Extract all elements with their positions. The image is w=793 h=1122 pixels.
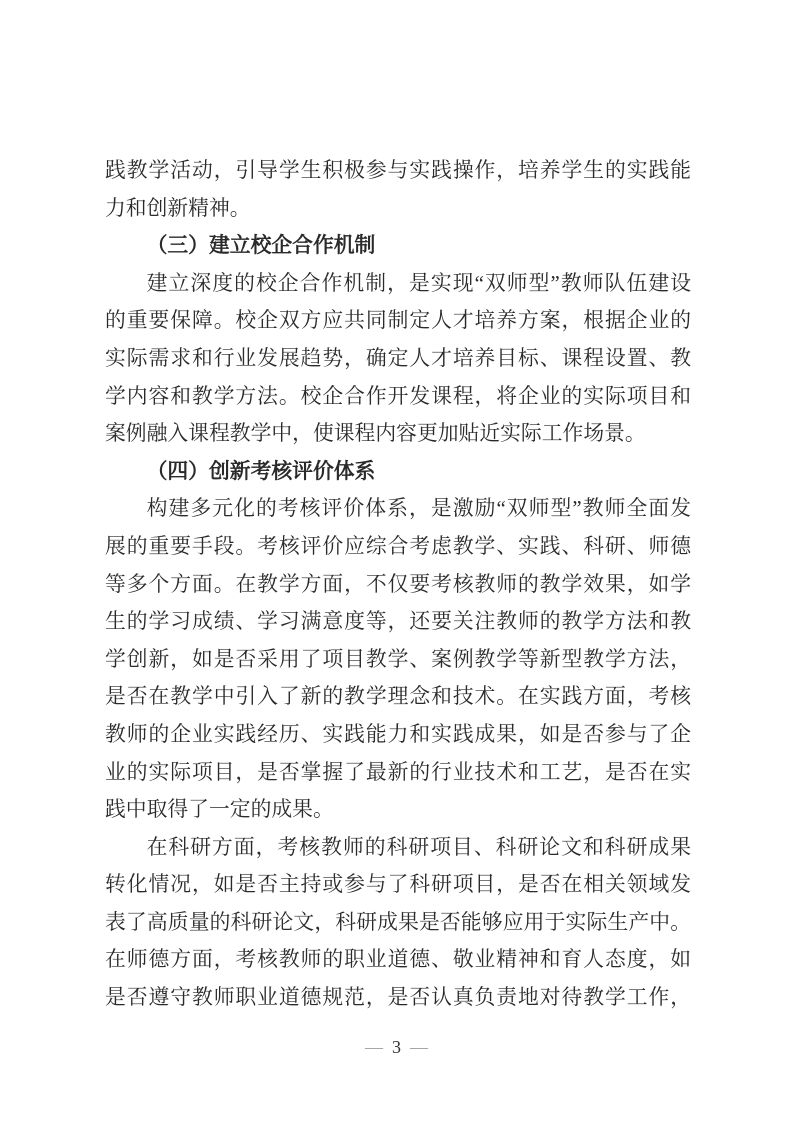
text-line: 学内容和教学方法。校企合作开发课程，将企业的实际项目和 xyxy=(105,384,691,408)
text-line: 在师德方面，考核教师的职业道德、敬业精神和育人态度，如 xyxy=(105,948,691,972)
text-line: 教师的企业实践经历、实践能力和实践成果，如是否参与了企 xyxy=(105,722,691,746)
page-number: 3 xyxy=(392,1037,401,1057)
text-line: 转化情况，如是否主持或参与了科研项目，是否在相关领域发 xyxy=(105,873,691,897)
text-line: 构建多元化的考核评价体系，是激励“双师型”教师全面发 xyxy=(146,497,691,521)
text-line: 力和创新精神。 xyxy=(105,196,251,220)
text-line: 实际需求和行业发展趋势，确定人才培养目标、课程设置、教 xyxy=(105,346,691,370)
page-body-text xyxy=(105,152,691,1017)
text-line: 表了高质量的科研论文，科研成果是否能够应用于实际生产中。 xyxy=(105,910,691,934)
section-heading: （四）创新考核评价体系 xyxy=(146,459,376,483)
text-line: 学创新，如是否采用了项目教学、案例教学等新型教学方法， xyxy=(105,647,691,671)
footer-dash-left: — xyxy=(365,1037,383,1057)
text-line: 生的学习成绩、学习满意度等，还要关注教师的教学方法和教 xyxy=(105,610,691,634)
text-line: 等多个方面。在教学方面，不仅要考核教师的教学效果，如学 xyxy=(105,572,691,596)
section-heading: （三）建立校企合作机制 xyxy=(146,234,376,258)
text-line: 是否在教学中引入了新的教学理念和技术。在实践方面，考核 xyxy=(105,685,691,709)
text-line: 业的实际项目，是否掌握了最新的行业技术和工艺，是否在实 xyxy=(105,760,691,784)
text-line: 展的重要手段。考核评价应综合考虑教学、实践、科研、师德 xyxy=(105,534,691,558)
text-line: 的重要保障。校企双方应共同制定人才培养方案，根据企业的 xyxy=(105,309,691,333)
footer-dash-right: — xyxy=(410,1037,428,1057)
text-line: 案例融入课程教学中，使课程内容更加贴近实际工作场景。 xyxy=(105,422,646,446)
text-line: 是否遵守教师职业道德规范，是否认真负责地对待教学工作， xyxy=(105,986,691,1010)
text-line: 践教学活动，引导学生积极参与实践操作，培养学生的实践能 xyxy=(105,159,691,182)
text-line: 建立深度的校企合作机制，是实现“双师型”教师队伍建设 xyxy=(146,271,691,295)
text-line: 践中取得了一定的成果。 xyxy=(105,798,334,822)
page-footer xyxy=(0,1036,793,1058)
text-line: 在科研方面，考核教师的科研项目、科研论文和科研成果 xyxy=(146,835,691,859)
